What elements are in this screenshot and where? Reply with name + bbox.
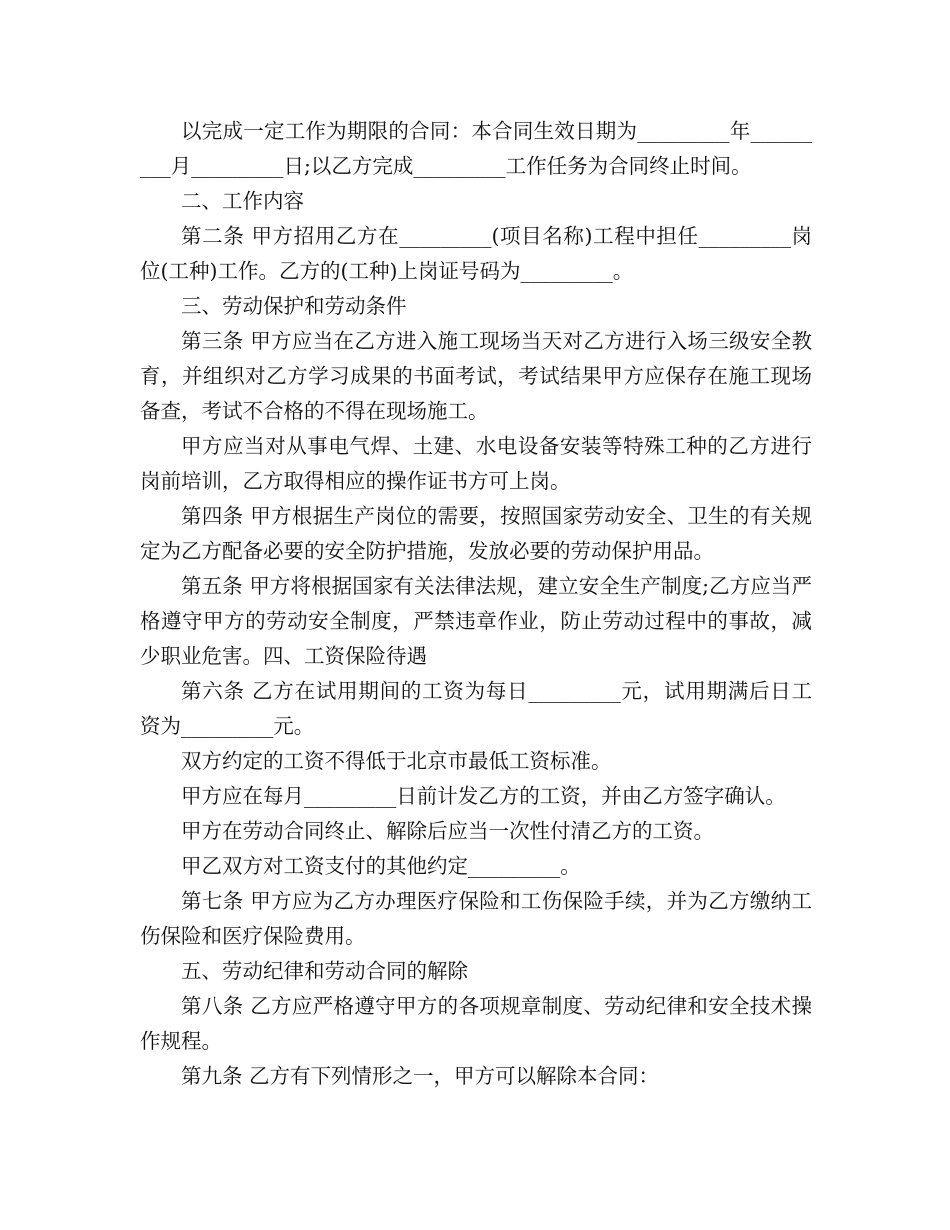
document-page <box>140 114 812 1094</box>
paragraph-contract-term: 以完成一定工作为期限的合同：本合同生效日期为_________年_________月_________日;以乙方完成_________工作任务为合同终止时间。 <box>140 119 812 178</box>
paragraph-article-4: 第四条 甲方根据生产岗位的需要，按照国家劳动安全、卫生的有关规定为乙方配备必要的安全防护措施，发放必要的劳动保护用品。 <box>140 504 812 563</box>
paragraph-article-5: 第五条 甲方将根据国家有关法律法规，建立安全生产制度;乙方应当严格遵守甲方的劳动安全制度，严禁违章作业，防止劳动过程中的事故，减少职业危害。四、工资保险待遇 <box>140 574 812 668</box>
paragraph-special-training: 甲方应当对从事电气焊、土建、水电设备安装等特殊工种的乙方进行岗前培训，乙方取得相应的操作证书方可上岗。 <box>140 434 812 493</box>
paragraph-article-7: 第七条 甲方应为乙方办理医疗保险和工伤保险手续，并为乙方缴纳工伤保险和医疗保险费用。 <box>140 889 812 948</box>
paragraph-article-9: 第九条 乙方有下列情形之一，甲方可以解除本合同： <box>181 1064 660 1088</box>
paragraph-other-agreement: 甲乙双方对工资支付的其他约定_________。 <box>181 854 581 878</box>
paragraph-final-pay: 甲方在劳动合同终止、解除后应当一次性付清乙方的工资。 <box>181 819 714 843</box>
paragraph-article-8: 第八条 乙方应严格遵守甲方的各项规章制度、劳动纪律和安全技术操作规程。 <box>140 994 812 1053</box>
section-heading-labor-protection: 三、劳动保护和劳动条件 <box>181 294 407 318</box>
paragraph-article-2: 第二条 甲方招用乙方在_________(项目名称)工程中担任_________岗位(工种)工作。乙方的(工种)上岗证号码为_________。 <box>140 224 812 283</box>
section-heading-discipline: 五、劳动纪律和劳动合同的解除 <box>181 959 468 983</box>
paragraph-pay-date: 甲方应在每月_________日前计发乙方的工资，并由乙方签字确认。 <box>181 784 786 808</box>
paragraph-article-6: 第六条 乙方在试用期间的工资为每日_________元，试用期满后日工资为_________元。 <box>140 679 812 738</box>
section-heading-work-content: 二、工作内容 <box>181 189 304 213</box>
paragraph-minimum-wage: 双方约定的工资不得低于北京市最低工资标准。 <box>181 749 612 773</box>
paragraph-article-3: 第三条 甲方应当在乙方进入施工现场当天对乙方进行入场三级安全教育，并组织对乙方学习成果的书面考试，考试结果甲方应保存在施工现场备查，考试不合格的不得在现场施工。 <box>140 329 812 423</box>
